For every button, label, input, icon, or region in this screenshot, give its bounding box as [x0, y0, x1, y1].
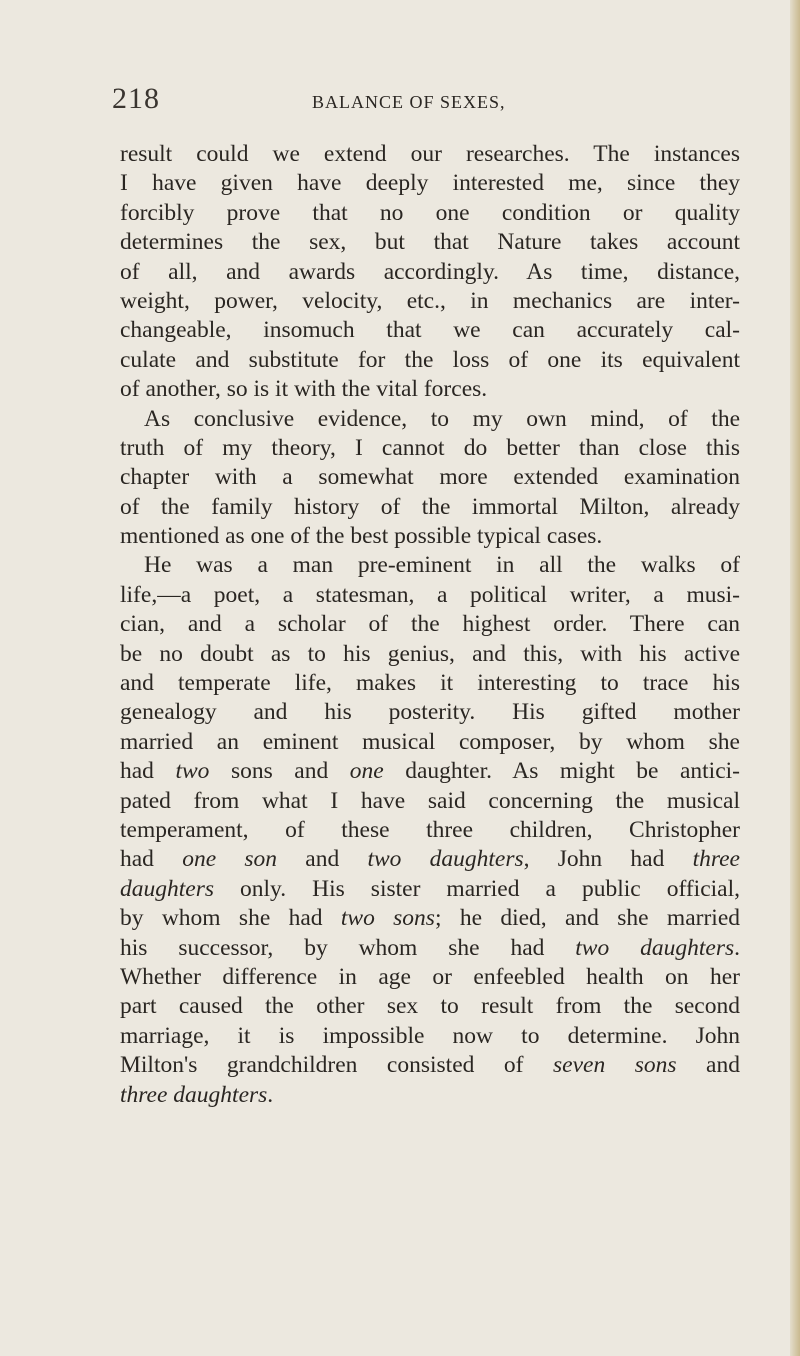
page-edge-shadow	[790, 0, 800, 1356]
text-line: changeable, insomuch that we can accurately cal-	[120, 317, 740, 344]
text-line: be no doubt as to his genius, and this, with his active	[120, 640, 740, 667]
text-line: As conclusive evidence, to my own mind, of the	[144, 405, 740, 432]
text-line: three daughters.	[120, 1081, 274, 1108]
text-line: marriage, it is impossible now to determine. John	[120, 1022, 740, 1049]
text-line: by whom she had two sons; he died, and she married	[120, 905, 741, 932]
body-text	[120, 140, 740, 1110]
text-line: of another, so is it with the vital forces.	[120, 376, 488, 403]
text-line: Milton's grandchildren consisted of seven sons and	[120, 1052, 740, 1079]
text-line: of all, and awards accordingly. As time, distance,	[120, 258, 740, 285]
text-line: his successor, by whom she had two daughters.	[120, 934, 740, 961]
page-number: 218	[112, 82, 160, 115]
text-line: mentioned as one of the best possible typical cases.	[120, 523, 603, 550]
text-line: daughters only. His sister married a public official,	[120, 875, 740, 902]
text-line: result could we extend our researches. The instances	[120, 141, 740, 167]
running-title: BALANCE OF SEXES,	[312, 92, 506, 112]
text-line: temperament, of these three children, Christopher	[120, 816, 740, 843]
text-line: life,—a poet, a statesman, a political writer, a musi-	[120, 581, 740, 608]
text-line: I have given have deeply interested me, since they	[120, 170, 740, 197]
text-line: truth of my theory, I cannot do better than close this	[120, 434, 740, 461]
text-line: of the family history of the immortal Milton, already	[120, 493, 740, 520]
text-line: genealogy and his posterity. His gifted mother	[120, 699, 740, 726]
text-line: He was a man pre-eminent in all the walks of	[144, 552, 740, 579]
text-line: had one son and two daughters, John had three	[120, 846, 740, 873]
text-line: Whether difference in age or enfeebled health on her	[120, 963, 740, 990]
text-line: had two sons and one daughter. As might be antici-	[120, 758, 740, 785]
text-line: chapter with a somewhat more extended examination	[120, 464, 740, 491]
text-line: cian, and a scholar of the highest order. There can	[120, 611, 740, 638]
text-line: determines the sex, but that Nature takes account	[120, 229, 740, 256]
text-line: married an eminent musical composer, by whom she	[120, 728, 740, 755]
text-line: and temperate life, makes it interesting to trace his	[120, 670, 740, 697]
text-line: part caused the other sex to result from the second	[120, 993, 740, 1020]
text-line: weight, power, velocity, etc., in mechanics are inter-	[120, 287, 740, 314]
text-line: culate and substitute for the loss of one its equivalent	[120, 346, 740, 373]
text-line: forcibly prove that no one condition or quality	[120, 199, 740, 226]
text-line: pated from what I have said concerning the musical	[120, 787, 740, 814]
